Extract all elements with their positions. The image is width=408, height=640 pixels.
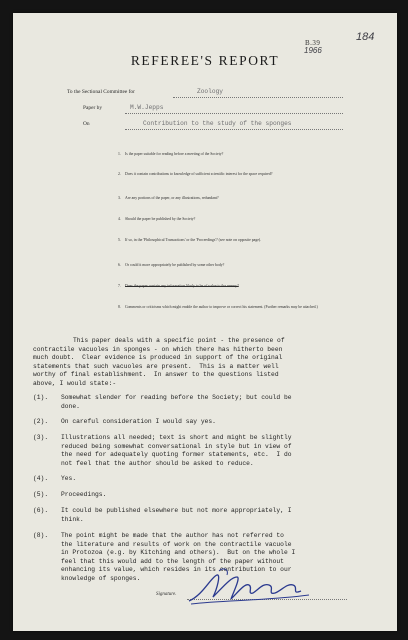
answer-3: (3). Illustrations all needed; text is short and might be slightly reduced being somewhat conversational in style but in view of the need for adequately quoting former statements, etc. I do not feel that the author should be asked to reduce.: [33, 434, 292, 467]
question-3: 3. Are any portions of the paper, or any illustrations, redundant?: [118, 196, 219, 200]
answer-number: (2).: [33, 418, 49, 425]
intro-line: contractile vacuoles in sponges - on which there has hitherto been: [33, 345, 283, 353]
page-title: REFEREE'S REPORT: [130, 53, 280, 68]
paper-by-line: [125, 113, 343, 114]
answer-number: (6).: [33, 507, 49, 514]
on-label: On: [83, 121, 90, 127]
handwritten-page-number: 184: [356, 31, 375, 43]
answer-number: (4).: [33, 475, 49, 482]
on-line: [125, 129, 343, 130]
on-value: Contribution to the study of the sponges: [143, 120, 292, 127]
paper-by-label: Paper by: [83, 105, 103, 111]
answer-4: (4). Yes.: [33, 475, 77, 482]
answer-number: (1).: [33, 394, 49, 401]
answer-5: (5). Proceedings.: [33, 491, 107, 498]
question-1: 1. Is the paper suitable for reading before a meeting of the Society?: [118, 152, 224, 156]
question-6: 6. Or could it more appropriately be published by some other body?: [118, 263, 225, 267]
report-page: [13, 13, 397, 631]
question-5: 5. If so, in the 'Philosophical Transactions' or the 'Proceedings'? (see note on opposite page).: [118, 238, 262, 242]
committee-value: Zoology: [197, 88, 223, 95]
question-7: 7. Does the paper contain any information likely to be of value to the enemy?: [118, 284, 239, 288]
answer-6: (6). It could be published elsewhere but not more appropriately, I think.: [33, 507, 292, 523]
question-4: 4. Should the paper be published by the Society?: [118, 217, 196, 221]
answer-1: (1). Somewhat slender for reading before the Society; but could be done.: [33, 394, 292, 410]
intro-paragraph: [33, 337, 285, 389]
question-2: 2. Does it contain contributions to knowledge of sufficient scientific interest for the space required?: [118, 172, 273, 176]
handwritten-year: 1966: [304, 46, 322, 55]
answer-number: (5).: [33, 491, 49, 498]
answer-number: (8).: [33, 532, 49, 539]
paper-by-value: M.W.Jepps: [130, 104, 164, 111]
intro-line: statements that such vacuoles are present. This is a matter well: [33, 362, 279, 370]
committee-label: To the Sectional Committee for: [67, 89, 135, 95]
answer-2: (2). On careful consideration I would say yes.: [33, 418, 216, 425]
question-8: 8. Comments or criticisms which might enable the author to improve or correct his statement. (Further remarks may be attached.): [118, 305, 318, 309]
answer-8: (8). The point might be made that the author has not referred to the literature and results of work on the contractile vacuole in Protozoa (e.g. by Kitching and others). But on the whole I feel that this would add to the length of the paper without enhancing its value, which resides in its contribution to our knowledge of sponges.: [33, 532, 296, 582]
intro-line: This paper deals with a specific point - the presence of: [73, 337, 285, 344]
intro-line: much doubt. Clear evidence is produced in support of the original: [33, 354, 283, 362]
handwritten-signature: [183, 565, 323, 609]
committee-line: [173, 97, 343, 98]
signature-label: Signature.: [156, 592, 177, 597]
intro-line: above, I would state:-: [33, 379, 117, 387]
answer-number: (3).: [33, 434, 49, 441]
reference-code: B.39: [305, 39, 321, 47]
intro-line: worthy of final establishment. In answer to the questions listed: [33, 371, 279, 379]
